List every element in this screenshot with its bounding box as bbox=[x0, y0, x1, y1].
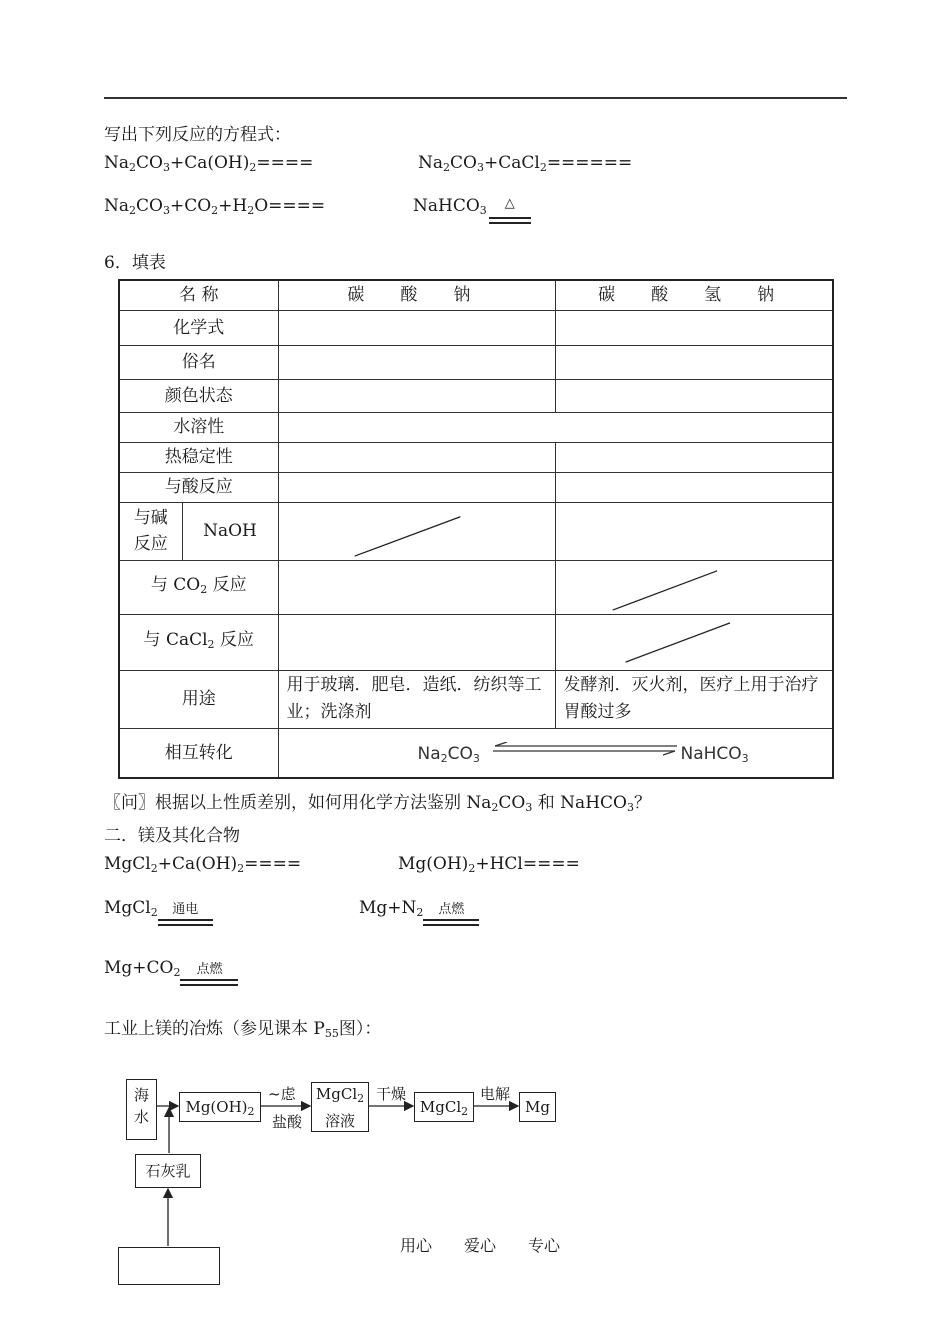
electrolysis-arrow: 通电 bbox=[158, 912, 213, 932]
conv-nahco3: NaHCO$_3$ bbox=[680, 743, 749, 765]
row-cacl2-reaction: 与 CaCl$_2$ 反应 bbox=[119, 614, 278, 670]
seawater-box: 海 水 bbox=[126, 1079, 157, 1140]
dry-label: 干燥 bbox=[376, 1085, 407, 1103]
equation-1a: $Na_2CO_3+Ca(OH)_2====$ bbox=[104, 153, 314, 174]
industry-text: 工业上镁的冶炼（参见课本 $P_{55}$图）： bbox=[104, 1019, 382, 1040]
row-formula: 化学式 bbox=[119, 310, 278, 345]
row-thermal-stability: 热稳定性 bbox=[119, 442, 278, 472]
equation-1b: $Na_2CO_3+CaCl_2======$ bbox=[418, 153, 633, 174]
ignition-arrow-2: 点燃 bbox=[180, 972, 238, 992]
row-interconversion: 相互转化 bbox=[119, 728, 278, 778]
header-name: 名 称 bbox=[119, 280, 278, 310]
filter-label: ~虑 bbox=[268, 1085, 296, 1103]
mg-equation-1a: $MgCl_2+Ca(OH)_2====$ bbox=[104, 854, 302, 875]
mg-equation-2a: MgCl$_2$ 通电 bbox=[104, 898, 158, 919]
heat-arrow: △ bbox=[489, 210, 531, 230]
mgcl2-solution-box: MgCl$_2$ 溶液 bbox=[311, 1082, 369, 1132]
row-co2-reaction: 与 $CO_2$ 反应 bbox=[119, 560, 278, 614]
use-sodium-bicarbonate: 发酵剂．灭火剂，医疗上用于治疗胃酸过多 bbox=[555, 670, 833, 728]
equation-2a: $Na_2CO_3+CO_2+H_2O====$ bbox=[104, 196, 326, 217]
row-acid-reaction: 与酸反应 bbox=[119, 472, 278, 502]
header-sodium-bicarbonate: 碳 酸 氢 钠 bbox=[555, 280, 833, 310]
mg-equation-3: $Mg+CO_2$ 点燃 bbox=[104, 958, 180, 979]
electrolysis-label: 电解 bbox=[480, 1085, 511, 1103]
row-naoh: NaOH bbox=[182, 502, 278, 560]
ignition-arrow-1: 点燃 bbox=[423, 912, 479, 932]
question-text: 〖问〗根据以上性质差别，如何用化学方法鉴别 $Na_2CO_3$ 和 NaHCO$_3$？ bbox=[104, 793, 651, 814]
mg-box: Mg bbox=[519, 1092, 556, 1122]
conv-na2co3: $Na_2CO_3$ bbox=[417, 743, 480, 765]
mg-equation-1b: $Mg(OH)_2+HCl====$ bbox=[398, 854, 580, 875]
section-6-title: 6．填表 bbox=[104, 253, 166, 273]
row-common-name: 俗名 bbox=[119, 345, 278, 379]
mgoh2-box: $Mg(OH)_2$ bbox=[179, 1092, 261, 1122]
row-base-reaction: 与碱 反应 bbox=[119, 502, 182, 560]
equation-2b: NaHCO$_3$ △ bbox=[413, 196, 487, 217]
row-solubility: 水溶性 bbox=[119, 412, 278, 442]
section-2-title: 二．镁及其化合物 bbox=[104, 826, 240, 846]
row-color-state: 颜色状态 bbox=[119, 379, 278, 412]
lime-milk-box: 石灰乳 bbox=[135, 1154, 201, 1188]
mg-equation-2b: $Mg+N_2$ 点燃 bbox=[359, 898, 423, 919]
footer-motto: 用心 爱心 专心 bbox=[400, 1236, 561, 1255]
header-sodium-carbonate: 碳 酸 钠 bbox=[278, 280, 555, 310]
row-use: 用途 bbox=[119, 670, 278, 728]
intro-text: 写出下列反应的方程式： bbox=[104, 125, 291, 145]
mgcl2-box: MgCl$_2$ bbox=[414, 1092, 474, 1122]
acid-label: 盐酸 bbox=[272, 1113, 303, 1131]
use-sodium-carbonate: 用于玻璃．肥皂．造纸．纺织等工业；洗涤剂 bbox=[278, 670, 555, 728]
